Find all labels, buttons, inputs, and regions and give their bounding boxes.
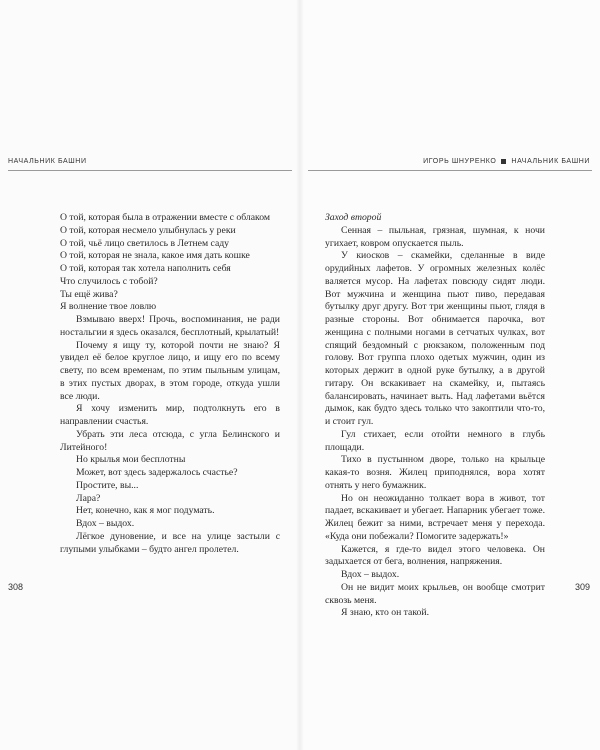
paragraph: Вдох – выдох.	[341, 569, 400, 580]
left-page-text	[60, 212, 280, 556]
left-header-rule	[8, 170, 292, 171]
verse-line: О той, которая так хотела наполнить себя	[60, 263, 231, 274]
paragraph: Я хочу изменить мир, подтолкнуть его в направлении счастья.	[60, 403, 280, 427]
verse-line: Может, вот здесь задержалось счастье?	[76, 467, 238, 478]
verse-line: О той, которая несмело улыбнулась у реки	[60, 224, 236, 236]
running-head-title: НАЧАЛЬНИК БАШНИ	[511, 158, 590, 165]
paragraph: Тихо в пустынном дворе, только на крыльце какая-то возня. Жилец приподнялся, вора хотят отнять у него бумажник.	[325, 454, 545, 491]
verse-line: Ты ещё жива?	[60, 288, 118, 300]
paragraph: Я знаю, кто он такой.	[341, 607, 429, 619]
paragraph: Взмываю вверх! Прочь, воспоминания, не ради ностальгии я здесь оказался, бесплотный, крылатый!	[60, 314, 280, 338]
right-page	[300, 0, 600, 750]
paragraph: Он не видит моих крыльев, он вообще смотрит сквозь меня.	[325, 581, 545, 606]
paragraph: Убрать эти леса отсюда, с угла Белинского и Литейного!	[60, 428, 280, 453]
paragraph: Кажется, я где-то видел этого человека. Он задыхается от бега, волнения, напряжения.	[325, 543, 545, 568]
verse-line: О той, которая была в отражении вместе с облаком	[60, 212, 271, 223]
left-running-head: НАЧАЛЬНИК БАШНИ	[8, 158, 87, 165]
verse-line: Простите, вы...	[76, 479, 139, 491]
verse-line: О той, которая не знала, какое имя дать кошке	[60, 250, 250, 262]
verse-line: Что случилось с тобой?	[60, 275, 158, 287]
section-heading: Заход второй	[325, 212, 382, 223]
verse-line: Я волнение твое ловлю	[60, 301, 157, 313]
paragraph: Почему я ищу ту, которой почти не знаю? Я увидел её белое круглое лицо, и ищу его по всему свету, по всем временам, по этим пыльным улицам, в этих пустых дворах, в этом городе, откуда ушли все люди.	[60, 339, 280, 402]
right-running-head	[423, 158, 590, 165]
left-page-number: 308	[8, 582, 24, 592]
verse-line: Вдох – выдох.	[76, 518, 135, 529]
paragraph: Гул стихает, если отойти немного в глубь площади.	[325, 428, 545, 453]
paragraph: Лёгкое дуновение, и все на улице застыли с глупыми улыбками – будто ангел пролетел.	[60, 530, 280, 555]
book-gutter	[296, 0, 304, 750]
square-separator-icon	[501, 159, 506, 164]
running-head-author: ИГОРЬ ШНУРЕНКО	[423, 158, 497, 165]
right-page-text	[325, 212, 545, 620]
right-page-number: 309	[574, 582, 590, 592]
paragraph: У киосков – скамейки, сделанные в виде орудийных лафетов. У огромных железных колёс валяется мусор. На лафетах повсюду сидят люди. Вот мужчина и женщина пьют пиво, передавая бутылку друг другу. Вот три женщины пьют, глядя в разные стороны. Вот обнимается парочка, вот женщина с полными ногами в сетчатых чулках, вот спящий бездомный с рюкзаком, положенным под голову. Вот группа плохо одетых мужчин, один из которых держит в одной руке бутылку, а в другой гитару. Он вскакивает на скамейку, и, пытаясь балансировать, начинает выть. Над лафетами вьётся дымок, как будто здесь только что закоптили что-то, и стоит гул.	[325, 250, 545, 427]
paragraph: Но он неожиданно толкает вора в живот, тот падает, вскакивает и убегает. Напарник убегает тоже. Жилец бежит за ними, встречает меня у перехода. «Куда они побежали? Помогите задержать!»	[325, 492, 545, 542]
verse-line: Лара?	[76, 492, 101, 504]
verse-line: О той, чьё лицо светилось в Летнем саду	[60, 237, 230, 249]
paragraph: Сенная – пыльная, грязная, шумная, к ночи угихает, ковром опускается пыль.	[325, 224, 545, 249]
verse-line: Нет, конечно, как я мог подумать.	[76, 505, 215, 517]
verse-line: Но крылья мои бесплотны	[76, 454, 186, 466]
right-header-rule	[308, 170, 592, 171]
